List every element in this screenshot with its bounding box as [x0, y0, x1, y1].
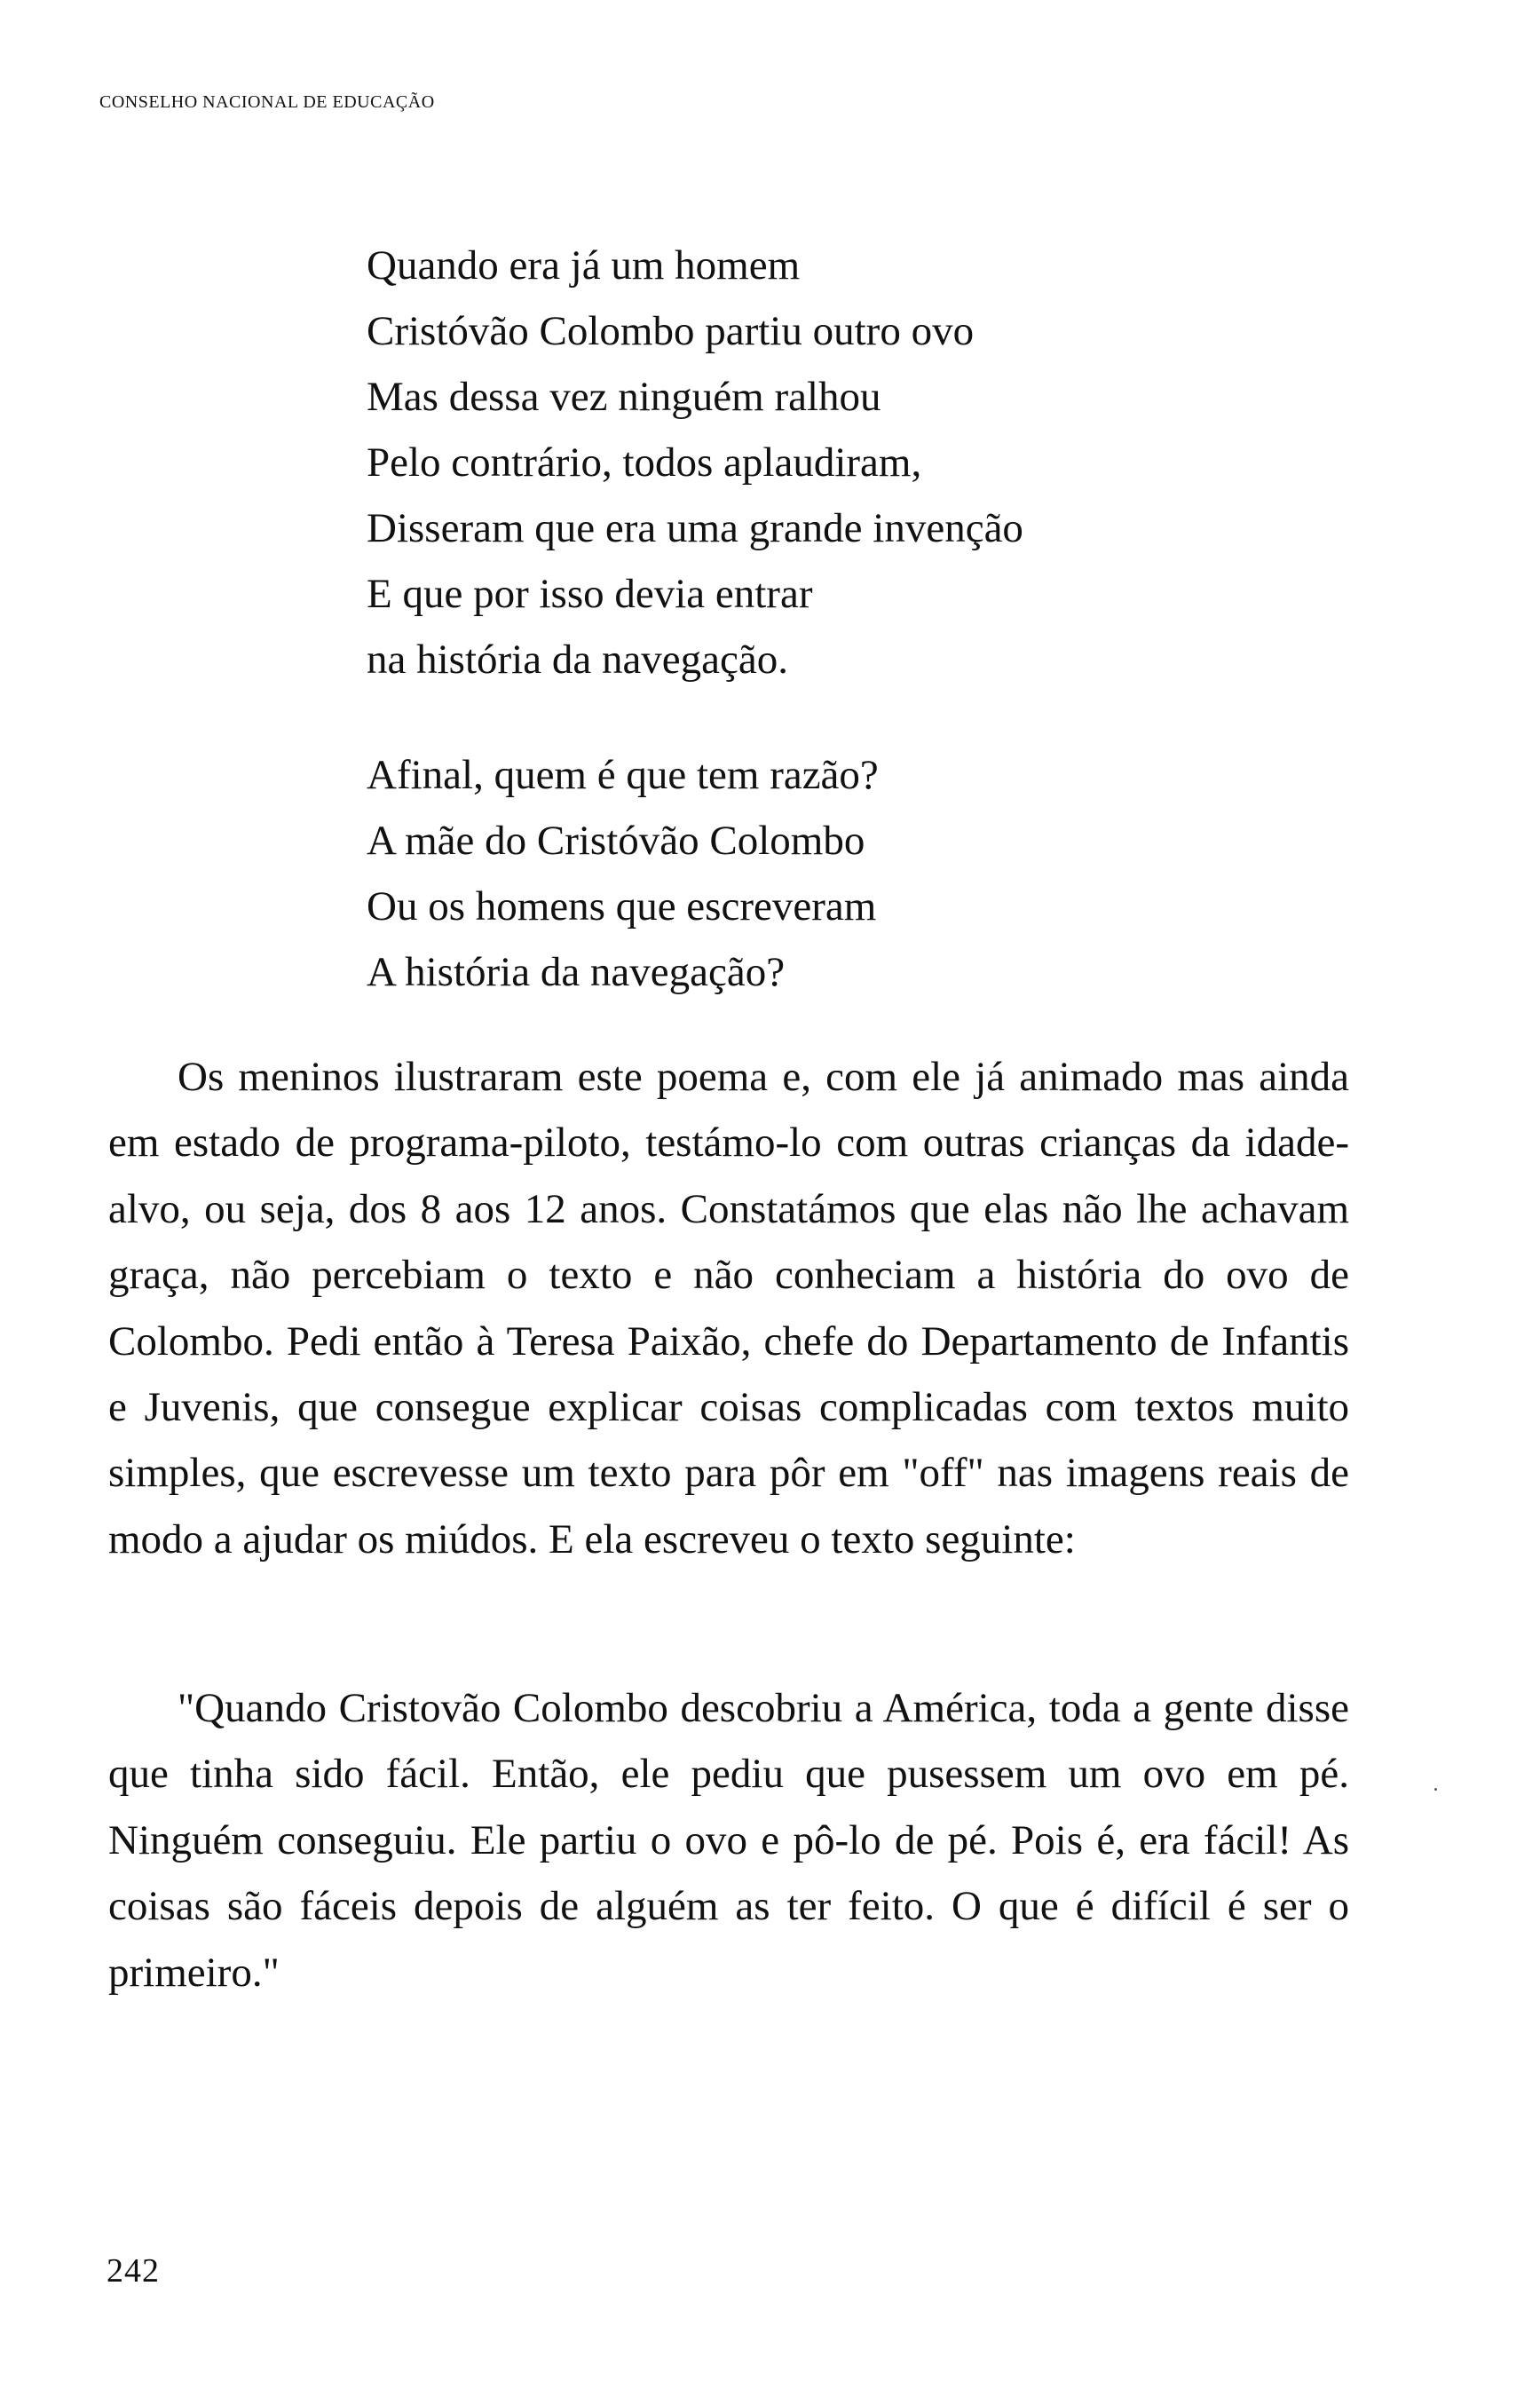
quote-paragraph: "Quando Cristovão Colombo descobriu a América, toda a gente disse que tinha sido fácil. Então, ele pediu que pusessem um ovo em pé. Ninguém conseguiu. Ele partiu o ovo e pô-lo de pé. Pois é, era fácil! As coisas são fáceis depois de alguém as ter feito. O que é difícil é ser o primeiro." [108, 1685, 1349, 1996]
running-header: CONSELHO NACIONAL DE EDUCAÇÃO [99, 92, 435, 112]
scan-speck [1434, 1788, 1437, 1791]
page-number: 242 [107, 2252, 160, 2290]
poem-line: Pelo contrário, todos aplaudiram, [367, 439, 922, 486]
poem-line: A história da navegação? [367, 949, 786, 995]
poem-line: Afinal, quem é que tem razão? [367, 752, 879, 798]
poem-stanza-2 [367, 742, 879, 1005]
poem-line: E que por isso devia entrar [367, 571, 813, 617]
poem-line: Disseram que era uma grande invenção [367, 505, 1023, 551]
poem-line: na história da navegação. [367, 637, 789, 683]
poem-line: Quando era já um homem [367, 242, 801, 289]
body-paragraph: Os meninos ilustraram este poema e, com ele já animado mas ainda em estado de programa-piloto, testámo-lo com outras crianças da idade-alvo, ou seja, dos 8 aos 12 anos. Constatámos que elas não lhe achavam graça, não percebiam o texto e não conheciam a história do ovo de Colombo. Pedi então à Teresa Paixão, chefe do Departamento de Infantis e Juvenis, que consegue explicar coisas complicadas com textos muito simples, que escrevesse um texto para pôr em "off" nas imagens reais de modo a ajudar os miúdos. E ela escreveu o texto seguinte: [108, 1054, 1349, 1562]
poem-line: A mãe do Cristóvão Colombo [367, 818, 865, 864]
poem-line: Ou os homens que escreveram [367, 883, 877, 929]
poem-stanza-1 [367, 233, 1023, 692]
poem-line: Cristóvão Colombo partiu outro ovo [367, 308, 975, 354]
poem-line: Mas dessa vez ninguém ralhou [367, 374, 881, 420]
